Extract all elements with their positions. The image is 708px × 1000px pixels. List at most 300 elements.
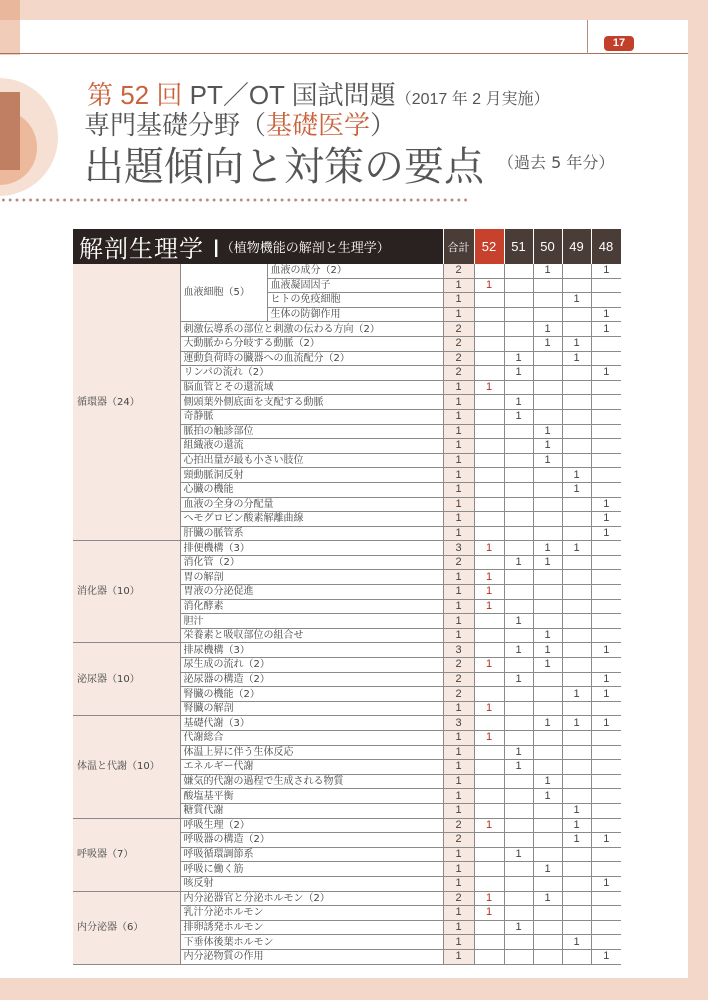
item-cell: 乳汁分泌ホルモン [180, 906, 443, 921]
field-accent: 基礎医学 [266, 111, 371, 141]
year-48-cell [591, 774, 621, 789]
year-51-cell [504, 541, 533, 556]
field-close: ） [370, 111, 397, 141]
page-title-note: （過去 5 年分） [498, 153, 615, 172]
year-51-cell: 1 [504, 614, 533, 629]
year-49-cell [562, 847, 591, 862]
year-51-cell [504, 701, 533, 716]
item-cell: 体温上昇に伴う生体反応 [180, 745, 443, 760]
item-cell: 下垂体後葉ホルモン [180, 935, 443, 950]
year-51-cell [504, 453, 533, 468]
year-48-cell [591, 541, 621, 556]
year-49-cell [562, 760, 591, 775]
total-cell: 2 [443, 818, 474, 833]
year-49-cell [562, 585, 591, 600]
year-51-cell [504, 876, 533, 891]
year-50-cell [533, 599, 562, 614]
year-49-cell: 1 [562, 803, 591, 818]
table-row [73, 541, 621, 556]
year-50-cell [533, 614, 562, 629]
year-51-cell [504, 906, 533, 921]
year-49-cell: 1 [562, 468, 591, 483]
page-title-main: 出題傾向と対策の要点 [84, 144, 484, 190]
year-48-cell [591, 760, 621, 775]
total-cell: 1 [443, 774, 474, 789]
year-49-cell [562, 920, 591, 935]
year-51-cell [504, 935, 533, 950]
category-cell: 循環器（24） [73, 264, 180, 541]
total-cell: 1 [443, 920, 474, 935]
item-cell: 消化管（2） [180, 555, 443, 570]
year-48-cell [591, 803, 621, 818]
item-cell: 側頭葉外側底面を支配する動脈 [180, 395, 443, 410]
item-cell: ヒトの免疫細胞 [267, 293, 443, 308]
category-cell: 呼吸器（7） [73, 818, 180, 891]
year-49-cell [562, 424, 591, 439]
item-cell: エネルギー代謝 [180, 760, 443, 775]
table-row [73, 264, 621, 278]
year-48-cell [591, 555, 621, 570]
total-cell: 1 [443, 512, 474, 527]
item-cell: 代謝総合 [180, 731, 443, 746]
year-52-cell: 1 [474, 541, 504, 556]
total-cell: 1 [443, 949, 474, 964]
year-51-cell [504, 862, 533, 877]
item-cell: 腎臓の機能（2） [180, 687, 443, 702]
dotted-divider [0, 198, 470, 202]
year-52-cell [474, 614, 504, 629]
total-cell: 2 [443, 555, 474, 570]
item-cell: 排便機構（3） [180, 541, 443, 556]
year-48-cell: 1 [591, 672, 621, 687]
item-cell: 排卵誘発ホルモン [180, 920, 443, 935]
year-49-cell [562, 555, 591, 570]
year-51-cell [504, 716, 533, 731]
year-52-cell [474, 774, 504, 789]
year-51-cell: 1 [504, 351, 533, 366]
year-50-cell [533, 803, 562, 818]
total-cell: 1 [443, 380, 474, 395]
header-total: 合計 [443, 229, 474, 264]
year-50-cell [533, 701, 562, 716]
total-cell: 1 [443, 468, 474, 483]
year-51-cell: 1 [504, 643, 533, 658]
year-51-cell: 1 [504, 395, 533, 410]
year-49-cell [562, 614, 591, 629]
year-48-cell: 1 [591, 526, 621, 541]
table-row [73, 643, 621, 658]
year-49-cell [562, 731, 591, 746]
year-51-cell [504, 526, 533, 541]
year-49-cell [562, 307, 591, 322]
year-50-cell [533, 366, 562, 381]
year-51-cell [504, 380, 533, 395]
year-49-cell: 1 [562, 541, 591, 556]
year-49-cell: 1 [562, 818, 591, 833]
year-50-cell [533, 731, 562, 746]
year-49-cell [562, 380, 591, 395]
year-51-cell: 1 [504, 555, 533, 570]
total-cell: 1 [443, 876, 474, 891]
item-cell: 呼吸生理（2） [180, 818, 443, 833]
year-50-cell: 1 [533, 264, 562, 278]
title-line-1 [87, 80, 550, 115]
year-48-cell [591, 935, 621, 950]
year-48-cell [591, 891, 621, 906]
year-48-cell [591, 453, 621, 468]
year-50-cell [533, 497, 562, 512]
year-52-cell: 1 [474, 906, 504, 921]
year-50-cell [533, 409, 562, 424]
table-row [73, 818, 621, 833]
total-cell: 2 [443, 891, 474, 906]
item-cell: 血液凝固因子 [267, 278, 443, 293]
year-51-cell [504, 789, 533, 804]
total-cell: 1 [443, 803, 474, 818]
year-49-cell: 1 [562, 716, 591, 731]
table-row [73, 716, 621, 731]
total-cell: 1 [443, 278, 474, 293]
subject-subtitle: （植物機能の解剖と生理学） [220, 241, 390, 256]
exam-title: PT／OT 国試問題 [182, 80, 396, 110]
item-cell: 基礎代謝（3） [180, 716, 443, 731]
year-50-cell: 1 [533, 424, 562, 439]
year-48-cell [591, 380, 621, 395]
exam-number: 第 52 回 [87, 80, 183, 110]
year-48-cell [591, 920, 621, 935]
year-51-cell [504, 731, 533, 746]
total-cell: 1 [443, 789, 474, 804]
total-cell: 1 [443, 585, 474, 600]
year-51-cell [504, 468, 533, 483]
year-48-cell [591, 585, 621, 600]
table-row [73, 891, 621, 906]
total-cell: 2 [443, 833, 474, 848]
item-cell: 頸動脈洞反射 [180, 468, 443, 483]
year-51-cell [504, 658, 533, 673]
table-banner [73, 229, 443, 264]
year-51-cell [504, 949, 533, 964]
item-cell: 消化酵素 [180, 599, 443, 614]
item-cell: 呼吸に働く筋 [180, 862, 443, 877]
category-cell: 消化器（10） [73, 541, 180, 643]
total-cell: 2 [443, 351, 474, 366]
year-49-cell [562, 366, 591, 381]
year-48-cell [591, 278, 621, 293]
item-cell: 内分泌器官と分泌ホルモン（2） [180, 891, 443, 906]
year-48-cell: 1 [591, 322, 621, 337]
item-cell: 脈拍の触診部位 [180, 424, 443, 439]
year-50-cell [533, 833, 562, 848]
year-49-cell: 1 [562, 935, 591, 950]
year-49-cell [562, 628, 591, 643]
year-52-cell: 1 [474, 585, 504, 600]
item-cell: 脳血管とその還流域 [180, 380, 443, 395]
year-52-cell [474, 307, 504, 322]
year-49-cell [562, 658, 591, 673]
category-cell: 内分泌器（6） [73, 891, 180, 964]
year-50-cell: 1 [533, 658, 562, 673]
year-49-cell [562, 439, 591, 454]
year-48-cell [591, 745, 621, 760]
decorative-circle-dark [0, 92, 20, 170]
year-52-cell [474, 935, 504, 950]
year-52-cell [474, 920, 504, 935]
year-52-cell [474, 555, 504, 570]
year-50-cell [533, 949, 562, 964]
item-cell: 血液の成分（2） [267, 264, 443, 278]
year-50-cell [533, 760, 562, 775]
year-48-cell: 1 [591, 876, 621, 891]
subject-title: 解剖生理学 Ⅰ [79, 235, 221, 263]
year-49-cell [562, 789, 591, 804]
year-51-cell: 1 [504, 672, 533, 687]
item-cell: 運動負荷時の臓器への血流配分（2） [180, 351, 443, 366]
year-52-cell [474, 351, 504, 366]
total-cell: 3 [443, 541, 474, 556]
total-cell: 1 [443, 570, 474, 585]
total-cell: 1 [443, 599, 474, 614]
year-51-cell [504, 424, 533, 439]
item-cell: 呼吸循環調節系 [180, 847, 443, 862]
year-52-cell: 1 [474, 731, 504, 746]
year-50-cell [533, 876, 562, 891]
year-48-cell [591, 293, 621, 308]
year-48-cell: 1 [591, 497, 621, 512]
year-52-cell [474, 293, 504, 308]
item-cell: ヘモグロビン酸素解離曲線 [180, 512, 443, 527]
item-cell: 胃液の分泌促進 [180, 585, 443, 600]
year-51-cell [504, 803, 533, 818]
category-cell: 泌尿器（10） [73, 643, 180, 716]
year-48-cell [591, 614, 621, 629]
year-48-cell [591, 906, 621, 921]
year-50-cell [533, 935, 562, 950]
year-50-cell [533, 847, 562, 862]
year-50-cell [533, 687, 562, 702]
year-51-cell [504, 628, 533, 643]
total-cell: 3 [443, 716, 474, 731]
total-cell: 1 [443, 293, 474, 308]
total-cell: 3 [443, 643, 474, 658]
left-strip [0, 20, 20, 55]
question-trend-table [73, 229, 622, 965]
year-51-cell: 1 [504, 366, 533, 381]
year-49-cell: 1 [562, 351, 591, 366]
item-cell: 組織液の還流 [180, 439, 443, 454]
year-50-cell [533, 585, 562, 600]
year-51-cell [504, 482, 533, 497]
total-cell: 1 [443, 731, 474, 746]
item-cell: 呼吸器の構造（2） [180, 833, 443, 848]
year-52-cell [474, 322, 504, 337]
year-51-cell [504, 293, 533, 308]
year-49-cell [562, 409, 591, 424]
year-48-cell [591, 468, 621, 483]
item-cell: 胆汁 [180, 614, 443, 629]
year-51-cell: 1 [504, 920, 533, 935]
year-49-cell [562, 672, 591, 687]
year-48-cell [591, 482, 621, 497]
total-cell: 2 [443, 322, 474, 337]
year-52-cell [474, 745, 504, 760]
total-cell: 2 [443, 336, 474, 351]
total-cell: 1 [443, 409, 474, 424]
year-51-cell [504, 891, 533, 906]
item-cell: 刺激伝導系の部位と刺激の伝わる方向（2） [180, 322, 443, 337]
year-52-cell [474, 716, 504, 731]
year-52-cell [474, 264, 504, 278]
year-51-cell: 1 [504, 847, 533, 862]
year-48-cell: 1 [591, 512, 621, 527]
year-48-cell: 1 [591, 307, 621, 322]
year-50-cell [533, 293, 562, 308]
year-52-cell [474, 949, 504, 964]
year-52-cell [474, 439, 504, 454]
year-51-cell [504, 439, 533, 454]
year-48-cell [591, 395, 621, 410]
header-rule [0, 53, 688, 54]
year-48-cell [591, 862, 621, 877]
item-cell: 血液の全身の分配量 [180, 497, 443, 512]
total-cell: 1 [443, 906, 474, 921]
total-cell: 1 [443, 935, 474, 950]
year-52-cell [474, 643, 504, 658]
year-49-cell [562, 395, 591, 410]
year-50-cell: 1 [533, 336, 562, 351]
year-49-cell [562, 599, 591, 614]
year-50-cell: 1 [533, 789, 562, 804]
year-52-cell [474, 526, 504, 541]
year-48-cell: 1 [591, 716, 621, 731]
item-cell: リンパの流れ（2） [180, 366, 443, 381]
year-50-cell [533, 672, 562, 687]
total-cell: 1 [443, 745, 474, 760]
title-line-2 [84, 111, 396, 141]
year-50-cell [533, 468, 562, 483]
year-50-cell [533, 570, 562, 585]
year-52-cell: 1 [474, 818, 504, 833]
year-48-cell [591, 351, 621, 366]
total-cell: 1 [443, 526, 474, 541]
page-title [84, 144, 614, 192]
year-49-cell [562, 774, 591, 789]
year-52-cell: 1 [474, 658, 504, 673]
total-cell: 1 [443, 395, 474, 410]
item-cell: 糖質代謝 [180, 803, 443, 818]
year-49-cell [562, 876, 591, 891]
year-48-cell: 1 [591, 643, 621, 658]
year-52-cell [474, 366, 504, 381]
year-52-cell: 1 [474, 701, 504, 716]
item-cell: 腎臓の解剖 [180, 701, 443, 716]
year-52-cell [474, 803, 504, 818]
total-cell: 1 [443, 497, 474, 512]
year-48-cell: 1 [591, 833, 621, 848]
year-52-cell [474, 424, 504, 439]
year-48-cell [591, 658, 621, 673]
year-52-cell: 1 [474, 380, 504, 395]
total-cell: 1 [443, 628, 474, 643]
year-52-cell: 1 [474, 570, 504, 585]
total-cell: 1 [443, 453, 474, 468]
item-cell: 泌尿器の構造（2） [180, 672, 443, 687]
table-header-row [73, 229, 621, 264]
year-48-cell [591, 570, 621, 585]
year-49-cell [562, 949, 591, 964]
year-52-cell [474, 672, 504, 687]
total-cell: 1 [443, 307, 474, 322]
year-51-cell [504, 570, 533, 585]
year-50-cell [533, 745, 562, 760]
year-48-cell: 1 [591, 687, 621, 702]
year-50-cell: 1 [533, 716, 562, 731]
year-52-cell [474, 395, 504, 410]
year-50-cell: 1 [533, 891, 562, 906]
year-51-cell [504, 599, 533, 614]
year-48-cell [591, 789, 621, 804]
year-50-cell: 1 [533, 439, 562, 454]
year-52-cell [474, 847, 504, 862]
year-52-cell [474, 336, 504, 351]
year-49-cell: 1 [562, 687, 591, 702]
year-50-cell [533, 307, 562, 322]
year-50-cell [533, 920, 562, 935]
year-50-cell [533, 380, 562, 395]
item-cell: 奇静脈 [180, 409, 443, 424]
year-52-cell [474, 833, 504, 848]
year-51-cell [504, 322, 533, 337]
year-48-cell [591, 599, 621, 614]
exam-date-note: （2017 年 2 月実施） [395, 91, 550, 108]
year-52-cell: 1 [474, 599, 504, 614]
year-51-cell [504, 264, 533, 278]
total-cell: 2 [443, 687, 474, 702]
total-cell: 1 [443, 614, 474, 629]
year-49-cell [562, 322, 591, 337]
year-52-cell [474, 453, 504, 468]
year-48-cell [591, 847, 621, 862]
total-cell: 1 [443, 439, 474, 454]
total-cell: 2 [443, 366, 474, 381]
total-cell: 1 [443, 701, 474, 716]
year-49-cell [562, 891, 591, 906]
total-cell: 1 [443, 482, 474, 497]
total-cell: 1 [443, 424, 474, 439]
year-51-cell [504, 336, 533, 351]
year-52-cell [474, 497, 504, 512]
year-48-cell [591, 424, 621, 439]
year-50-cell [533, 818, 562, 833]
year-48-cell [591, 336, 621, 351]
year-48-cell: 1 [591, 366, 621, 381]
year-50-cell: 1 [533, 862, 562, 877]
item-cell: 排尿機構（3） [180, 643, 443, 658]
year-51-cell [504, 278, 533, 293]
year-51-cell [504, 307, 533, 322]
year-51-cell [504, 833, 533, 848]
year-49-cell: 1 [562, 833, 591, 848]
item-cell: 酸塩基平衡 [180, 789, 443, 804]
year-51-cell [504, 585, 533, 600]
year-48-cell [591, 731, 621, 746]
year-52-cell [474, 409, 504, 424]
year-49-cell [562, 906, 591, 921]
header-year-49: 49 [562, 229, 591, 264]
year-50-cell [533, 906, 562, 921]
year-48-cell: 1 [591, 264, 621, 278]
header-year-51: 51 [504, 229, 533, 264]
